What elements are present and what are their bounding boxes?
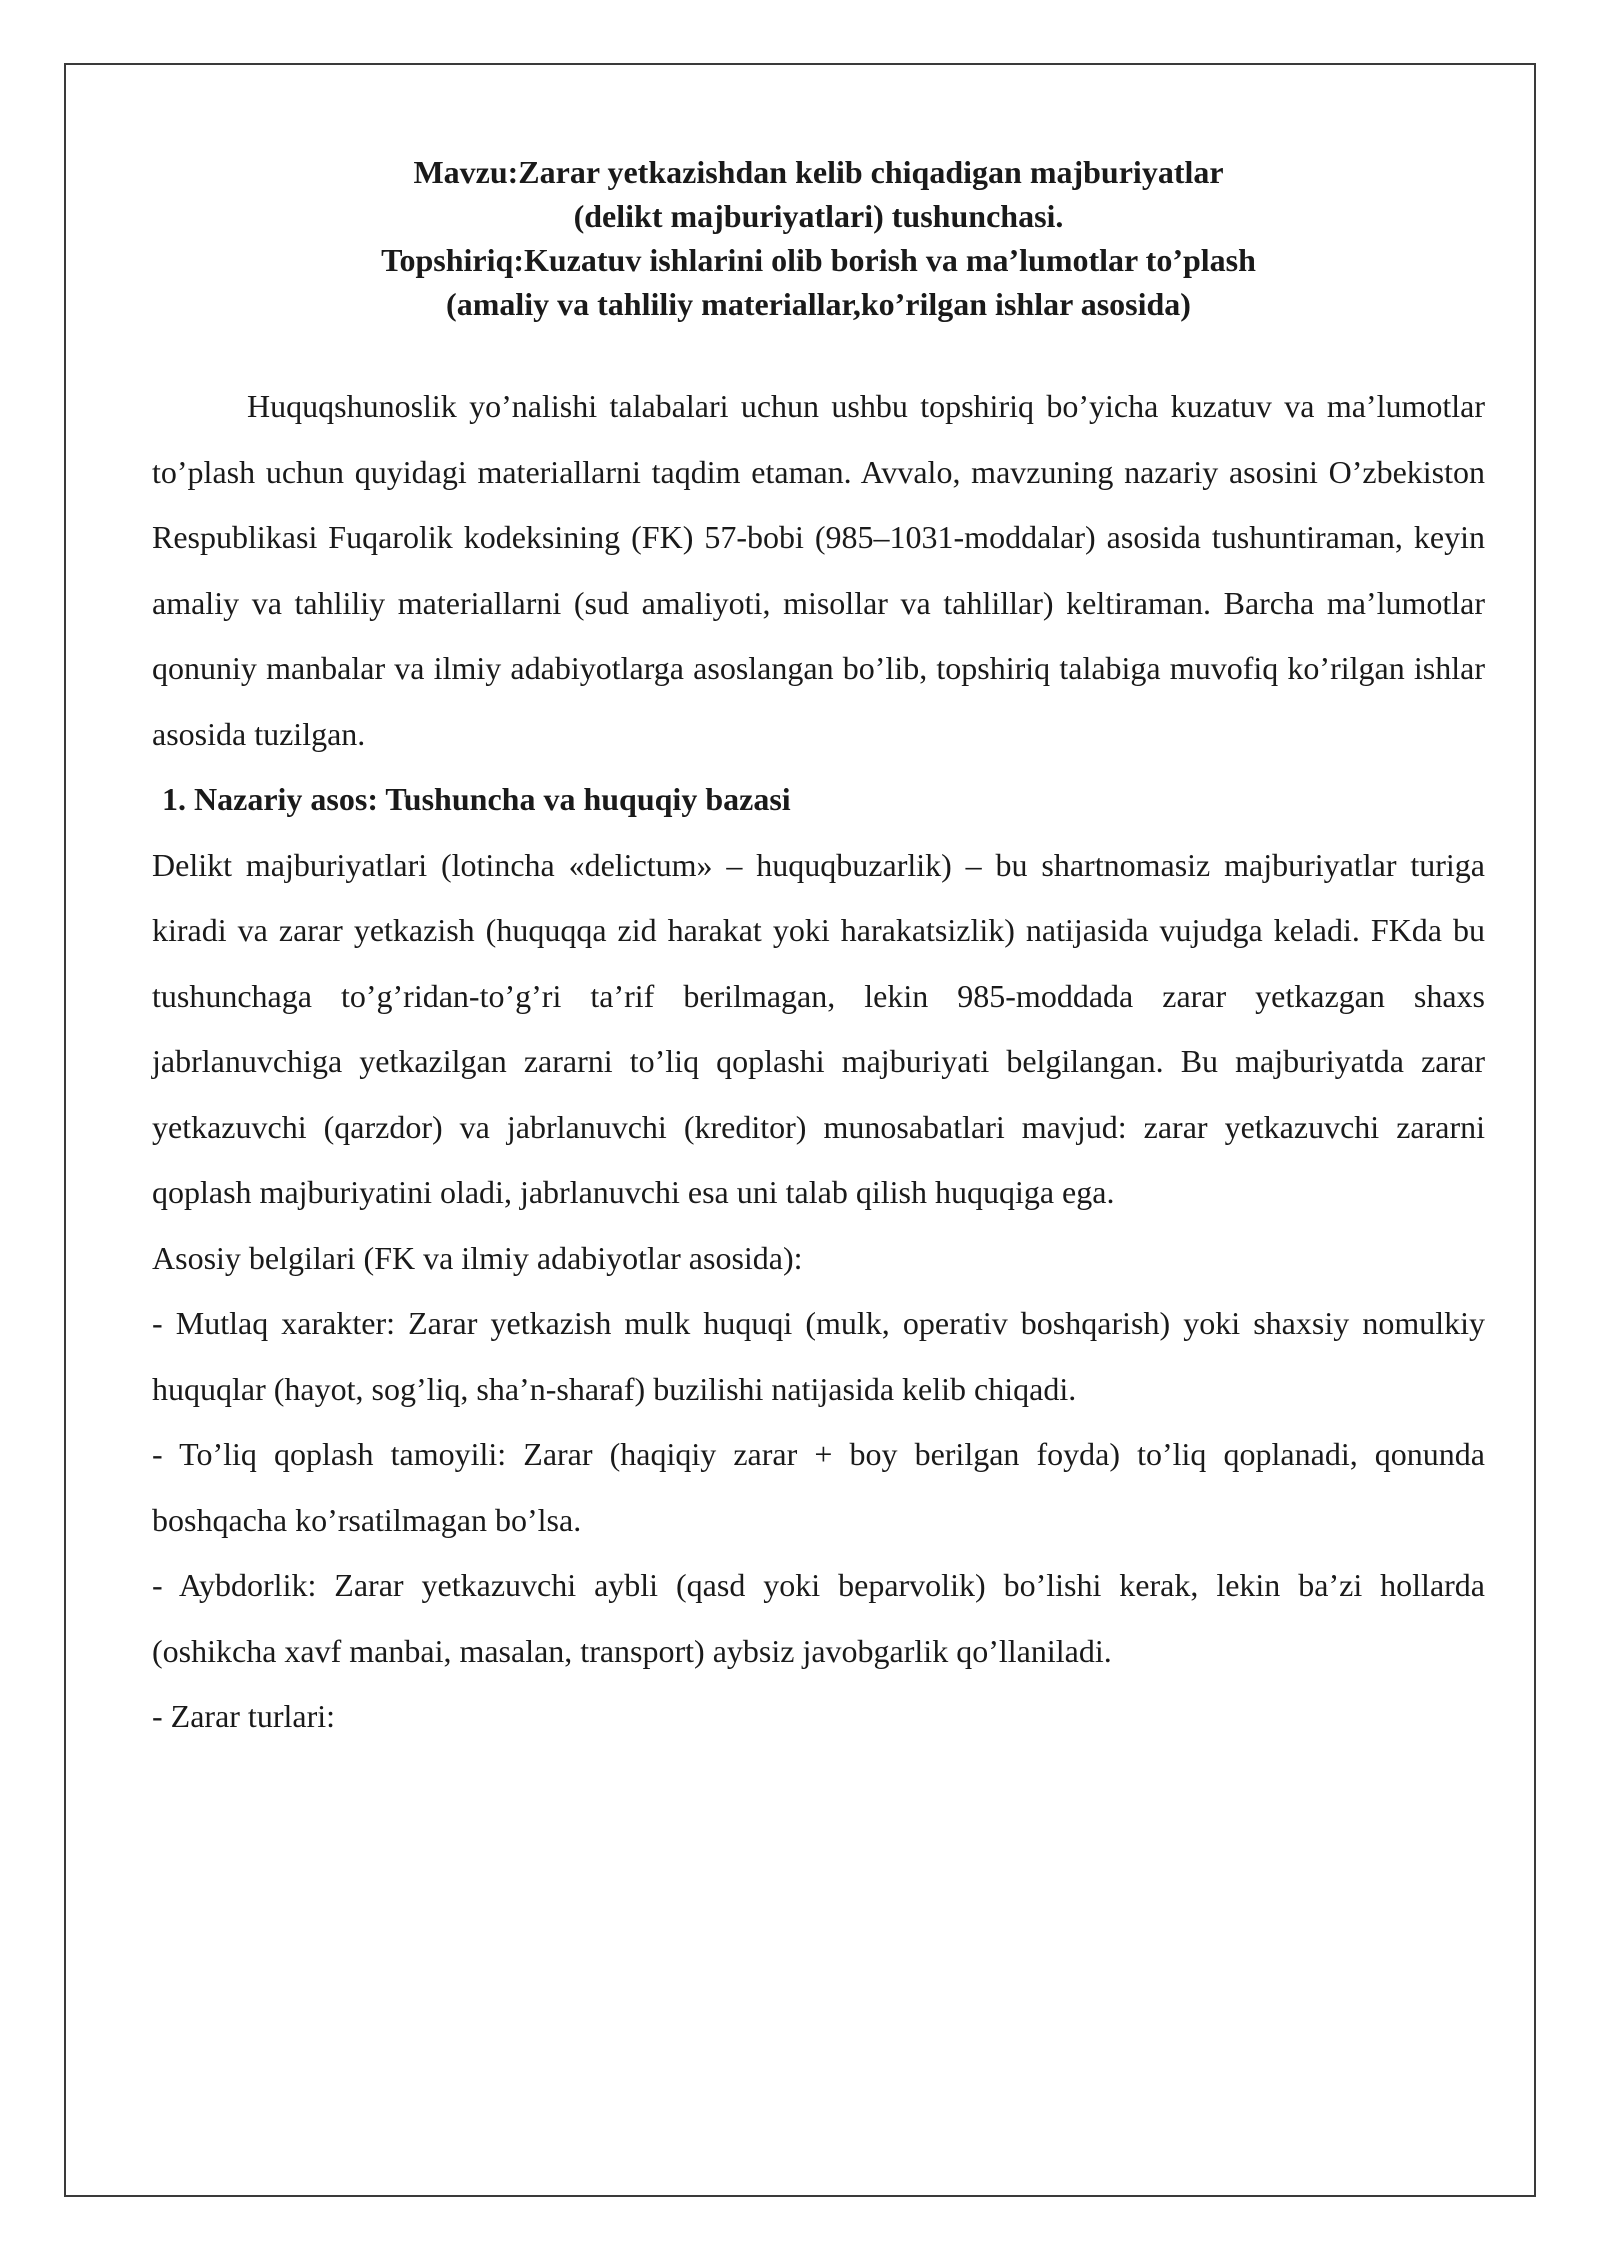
title-spacer bbox=[152, 326, 1485, 374]
title-line-4: (amaliy va tahliliy materiallar,ko’rilgan ishlar asosida) bbox=[446, 286, 1191, 322]
feature-item-damage-types: - Zarar turlari: bbox=[152, 1698, 335, 1734]
section-1-heading: 1. Nazariy asos: Tushuncha va huquqiy bazasi bbox=[162, 781, 791, 817]
feature-item-guilt: - Aybdorlik: Zarar yetkazuvchi aybli (qasd yoki beparvolik) bo’lishi kerak, lekin ba’zi hollarda (oshikcha xavf manbai, masalan, transport) aybsiz javobgarlik qo’llaniladi. bbox=[152, 1567, 1485, 1669]
intro-paragraph: Huquqshunoslik yo’nalishi talabalari uchun ushbu topshiriq bo’yicha kuzatuv va ma’lumotlar to’plash uchun quyidagi materiallarni taqdim etaman. Avvalo, mavzuning nazariy asosini O’zbekiston Respublikasi Fuqarolik kodeksining (FK) 57-bobi (985–1031-moddalar) asosida tushuntiraman, keyin amaliy va tahliliy materiallarni (sud amaliyoti, misollar va tahlillar) keltiraman. Barcha ma’lumotlar qonuniy manbalar va ilmiy adabiyotlarga asoslangan bo’lib, topshiriq talabiga muvofiq ko’rilgan ishlar asosida tuzilgan. bbox=[152, 388, 1485, 752]
title-line-3: Topshiriq:Kuzatuv ishlarini olib borish va ma’lumotlar to’plash bbox=[381, 242, 1256, 278]
title-line-2: (delikt majburiyatlari) tushunchasi. bbox=[573, 198, 1064, 234]
feature-item-full-compensation: - To’liq qoplash tamoyili: Zarar (haqiqiy zarar + boy berilgan foyda) to’liq qoplanadi, qonunda boshqacha ko’rsatilmagan bo’lsa. bbox=[152, 1436, 1485, 1538]
title-line-1: Mavzu:Zarar yetkazishdan kelib chiqadigan majburiyatlar bbox=[413, 154, 1224, 190]
features-intro: Asosiy belgilari (FK va ilmiy adabiyotlar asosida): bbox=[152, 1239, 803, 1276]
document-body bbox=[152, 150, 1485, 1750]
feature-item-absolute: - Mutlaq xarakter: Zarar yetkazish mulk huquqi (mulk, operativ boshqarish) yoki shaxsiy nomulkiy huquqlar (hayot, sog’liq, sha’n-sharaf) buzilishi natijasida kelib chiqadi. bbox=[152, 1305, 1485, 1407]
definition-paragraph: Delikt majburiyatlari (lotincha «delictum» – huquqbuzarlik) – bu shartnomasiz majburiyatlar turiga kiradi va zarar yetkazish (huquqqa zid harakat yoki harakatsizlik) natijasida vujudga keladi. FKda bu tushunchaga to’g’ridan-to’g’ri ta’rif berilmagan, lekin 985-moddada zarar yetkazgan shaxs jabrlanuvchiga yetkazilgan zararni to’liq qoplashi majburiyati belgilangan. Bu majburiyatda zarar yetkazuvchi (qarzdor) va jabrlanuvchi (kreditor) munosabatlari mavjud: zarar yetkazuvchi zararni qoplash majburiyatini oladi, jabrlanuvchi esa uni talab qilish huquqiga ega. bbox=[152, 846, 1485, 1210]
document-title bbox=[152, 150, 1485, 326]
